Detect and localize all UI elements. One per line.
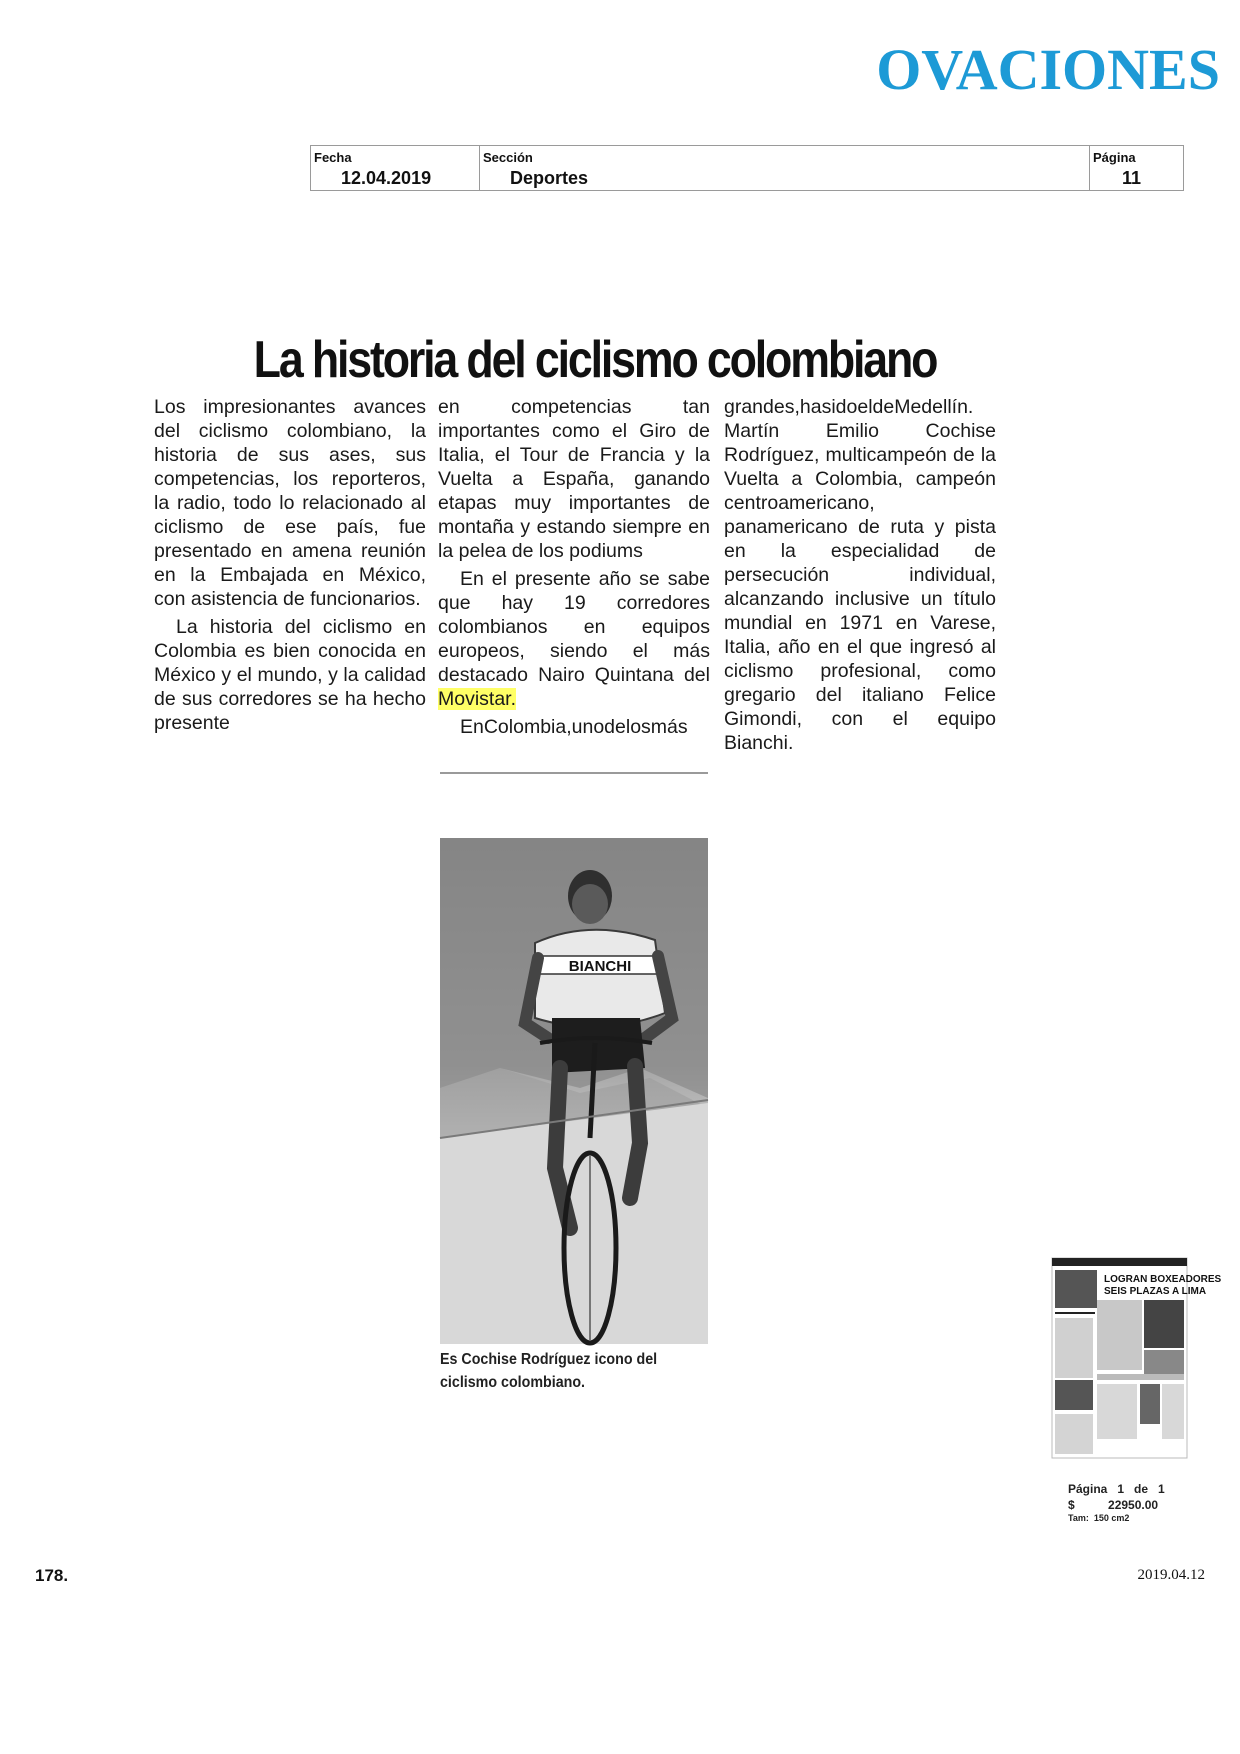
- section-cell: [480, 146, 1090, 190]
- section-value: Deportes: [510, 168, 589, 188]
- article-column-3: [724, 395, 996, 755]
- article-headline: La historia del ciclismo colombiano: [253, 331, 937, 389]
- svg-text:LOGRAN BOXEADORES: LOGRAN BOXEADORES: [1104, 1274, 1222, 1285]
- cyclist-photo: [440, 838, 708, 1344]
- paragraph-text: En el presente año se sabe que hay 19 corredores colombianos en equipos europeos, siendo el más destacado Nairo Quintana del: [438, 568, 710, 686]
- page-thumbnail: [1052, 1258, 1222, 1458]
- page-info: [1068, 1482, 1188, 1523]
- ovaciones-logo: OVACIONES: [876, 37, 1220, 102]
- paragraph: Los impresionantes avances del ciclismo colombiano, la historia de sus ases, sus competencias, los reporteros, la radio, todo lo relacionado al ciclismo de ese país, fue presentado en amena reunión en la Embajada en México, con asistencia de funcionarios.: [154, 396, 426, 610]
- section-label: Sección: [483, 150, 533, 165]
- paragraph: [438, 567, 710, 711]
- page-value: 11: [1122, 168, 1142, 188]
- metadata-table: [310, 145, 1184, 191]
- price: $ 22950.00: [1068, 1498, 1159, 1512]
- footer-number: 178.: [35, 1566, 69, 1585]
- footer-date: 2019.04.12: [1137, 1567, 1205, 1583]
- paragraph: La historia del ciclismo en Colombia es bien conocida en México y el mundo, y la calidad de sus corredores se ha hecho presente: [154, 616, 426, 734]
- jersey-text: BIANCHI: [568, 958, 632, 975]
- photo-caption: Es Cochise Rodríguez icono del ciclismo colombiano.: [440, 1351, 658, 1391]
- paragraph: EnColombia,unodelosmás: [460, 716, 688, 738]
- paragraph: grandes,hasidoeldeMedellín. Martín Emilio Cochise Rodríguez, multicampeón de la Vuelta a Colombia, campeón centroamericano, panamericano de ruta y pista en la especialidad de persecución individual, alcanzando inclusive un título mundial en 1971 en Varese, Italia, año en el que ingresó al ciclismo profesional, como gregario del italiano Felice Gimondi, con el equipo Bianchi.: [724, 396, 996, 754]
- date-value: 12.04.2019: [341, 168, 432, 188]
- article-column-2: [438, 395, 710, 739]
- paragraph: en competencias tan importantes como el Giro de Italia, el Tour de Francia y la Vuelta a España, ganando etapas muy importantes de montaña y estando siempre en la pelea de los podiums: [438, 396, 710, 562]
- date-cell: [311, 146, 480, 190]
- page-label: Página: [1093, 150, 1136, 165]
- size: Tam: 150 cm2: [1068, 1513, 1130, 1523]
- page-count: Página 1 de 1: [1068, 1482, 1165, 1496]
- date-label: Fecha: [314, 150, 352, 165]
- highlighted-word: Movistar.: [438, 688, 517, 710]
- svg-text:SEIS PLAZAS A LIMA: SEIS PLAZAS A LIMA: [1104, 1286, 1207, 1297]
- page-cell: [1090, 146, 1183, 190]
- photo-top-rule: [440, 772, 708, 774]
- article-column-1: [154, 395, 426, 735]
